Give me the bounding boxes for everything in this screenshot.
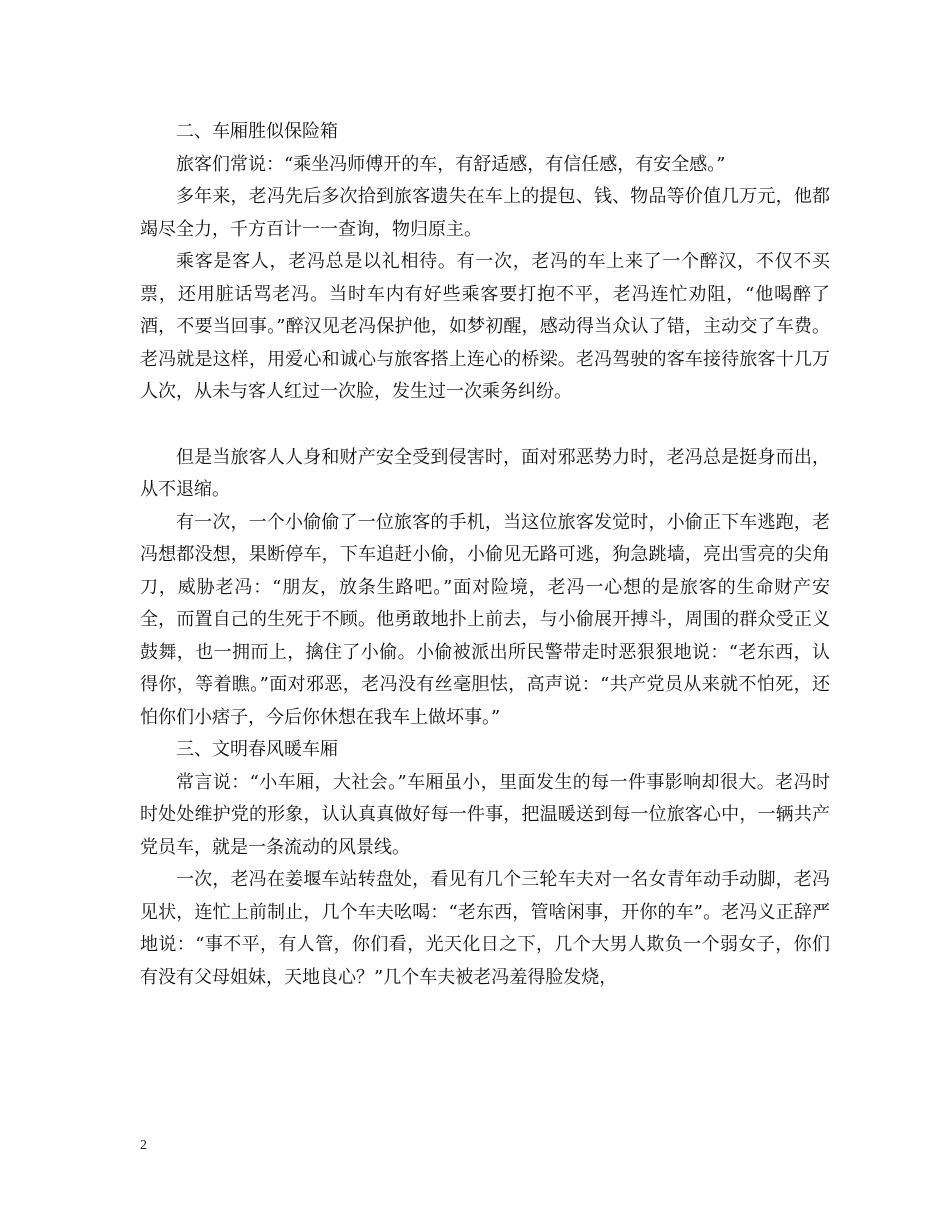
paragraph: 常言说：“小车厢，大社会。”车厢虽小，里面发生的每一件事影响却很大。老冯时时处处维护党的形象，认认真真做好每一件事，把温暖送到每一位旅客心中，一辆共产党员车，就是一条流动的风景线。 (140, 771, 830, 858)
paragraph: 一次，老冯在姜堰车站转盘处，看见有几个三轮车夫对一名女青年动手动脚，老冯见状，连忙上前制止，几个车夫吆喝：“老东西，管啥闲事，开你的车”。老冯义正辞严地说：“事不平，有人管，你们看，光天化日之下，几个大男人欺负一个弱女子，你们有没有父母姐妹，天地良心？”几个车夫被老冯羞得脸发烧， (140, 869, 830, 988)
section-heading-2: 二、车厢胜似保险箱 (176, 121, 338, 142)
paragraph-spacer (140, 409, 830, 442)
section-heading-3: 三、文明春风暖车厢 (176, 739, 338, 760)
page-number: 2 (140, 1138, 147, 1153)
paragraph: 乘客是客人，老冯总是以礼相待。有一次，老冯的车上来了一个醉汉，不仅不买票，还用脏话骂老冯。当时车内有好些乘客要打抱不平，老冯连忙劝阻，“他喝醉了酒，不要当回事。”醉汉见老冯保护他，如梦初醒，感动得当众认了错，主动交了车费。老冯就是这样，用爱心和诚心与旅客搭上连心的桥梁。老冯驾驶的客车接待旅客十几万人次，从未与客人红过一次脸，发生过一次乘务纠纷。 (140, 251, 830, 402)
paragraph: 但是当旅客人人身和财产安全受到侵害时，面对邪恶势力时，老冯总是挺身而出，从不退缩。 (140, 446, 830, 500)
paragraph: 有一次，一个小偷偷了一位旅客的手机，当这位旅客发觉时，小偷正下车逃跑，老冯想都没想，果断停车，下车追赶小偷，小偷见无路可逃，狗急跳墙，亮出雪亮的尖角刀，威胁老冯：“朋友，放条生路吧。”面对险境，老冯一心想的是旅客的生命财产安全，而置自己的生死于不顾。他勇敢地扑上前去，与小偷展开搏斗，周围的群众受正义鼓舞，也一拥而上，擒住了小偷。小偷被派出所民警带走时恶狠狠地说：“老东西，认得你，等着瞧。”面对邪恶，老冯没有丝毫胆怯，高声说：“共产党员从来就不怕死，还怕你们小痞子，今后你休想在我车上做坏事。” (140, 511, 830, 728)
document-body (140, 116, 830, 994)
paragraph: 多年来，老冯先后多次拾到旅客遗失在车上的提包、钱、物品等价值几万元，他都竭尽全力，千方百计一一查询，物归原主。 (140, 186, 830, 240)
paragraph: 旅客们常说：“乘坐冯师傅开的车，有舒适感，有信任感，有安全感。” (176, 153, 726, 175)
